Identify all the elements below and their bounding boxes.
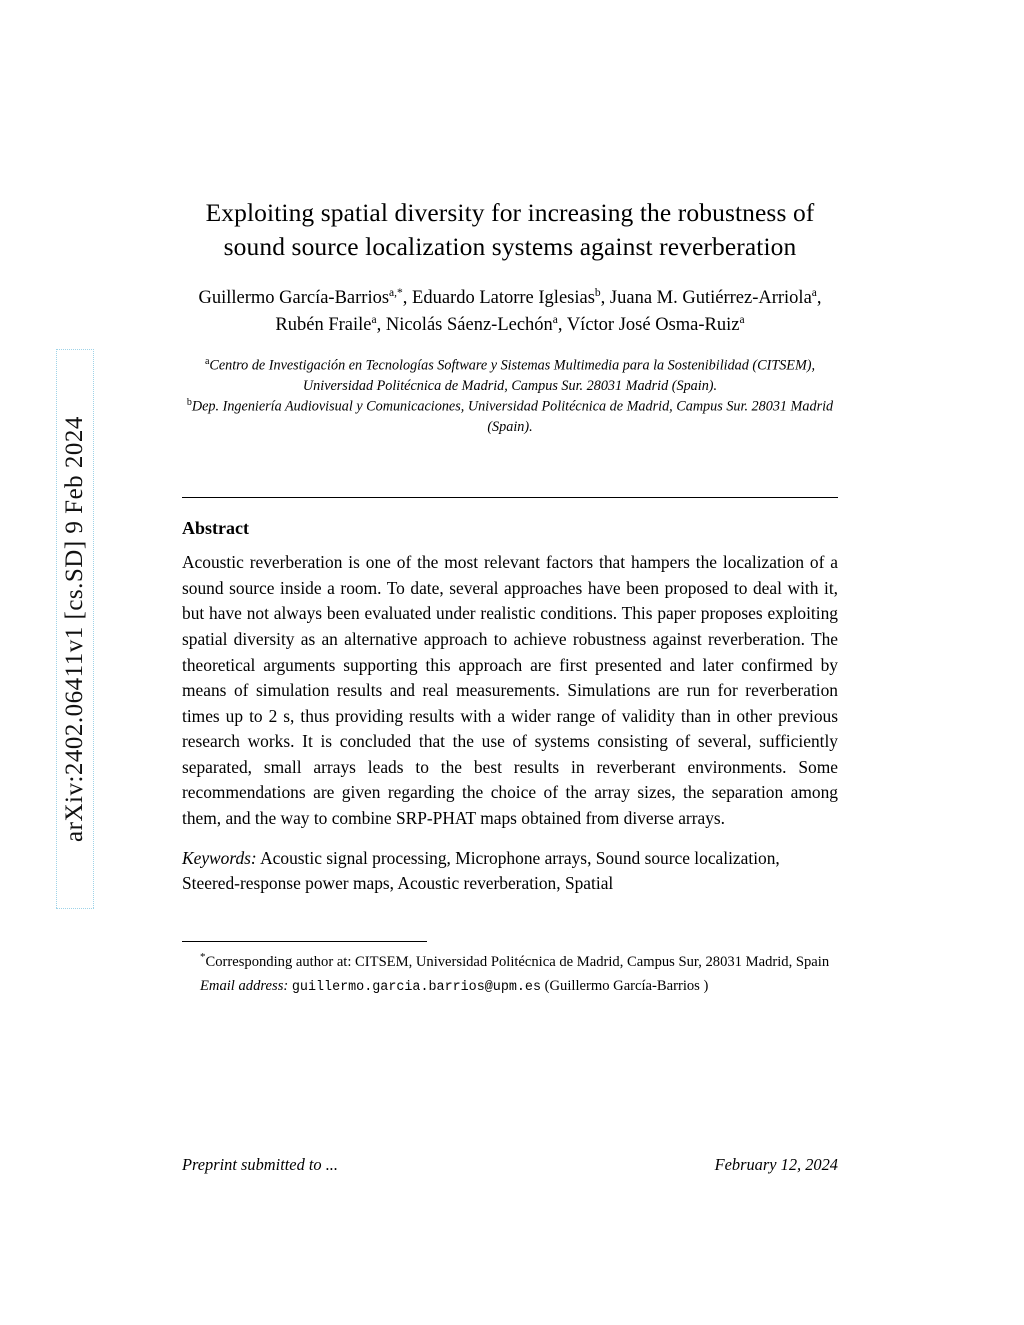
- author-separator: , Eduardo Latorre Iglesias: [402, 288, 595, 309]
- arxiv-identifier-stamp: arXiv:2402.06411v1 [cs.SD] 9 Feb 2024: [56, 349, 94, 909]
- footnote-corresponding-author: [182, 950, 838, 972]
- keywords-label: Keywords:: [182, 847, 257, 868]
- affiliation-list: [182, 355, 838, 437]
- author-affiliation-mark: a: [811, 287, 817, 300]
- abstract-text: Acoustic reverberation is one of the most relevant factors that hampers the localization of a sound source inside a room. To date, several approaches have been proposed to deal with it, but have not always been evaluated under realistic conditions. This paper proposes exploiting spatial diversity as an alternative approach to achieve robustness against reverberation. The theoretical arguments supporting this approach are first presented and later confirmed by means of simulation results and real measurements. Simulations are run for reverberation times up to 2 s, thus providing results with a wider range of validity than in other previous research works. It is concluded that the use of systems consisting of several, sufficiently separated, small arrays leads to the best results in reverberant environments. Some recommendations are given regarding the choice of the array sizes, the separation among them, and the way to combine SRP-PHAT maps obtained from diverse arrays.: [182, 552, 838, 829]
- affiliation-b-text: Dep. Ingeniería Audiovisual y Comunicaciones, Universidad Politécnica de Madrid, Campus Sur. 28031 Madrid (Spain).: [191, 398, 834, 436]
- page-footer: [182, 1155, 838, 1175]
- affiliation-a: [182, 355, 838, 396]
- author-name: Guillermo García-Barrios: [198, 288, 390, 309]
- affiliation-mark-b: b: [186, 397, 192, 409]
- email-address-link[interactable]: guillermo.garcia.barrios@upm.es: [291, 979, 541, 995]
- keywords-text: Acoustic signal processing, Microphone arrays, Sound source localization, Steered-response power maps, Acoustic reverberation, Spatial: [182, 847, 780, 894]
- footnote-email: [182, 976, 838, 998]
- footnote-marker: *: [200, 950, 206, 963]
- author-separator: , Víctor José: [557, 314, 651, 335]
- author-affiliation-mark: a: [371, 313, 377, 326]
- footnote-email-label: Email address:: [200, 977, 289, 994]
- affiliation-a-text: Centro de Investigación en Tecnologías Software y Sistemas Multimedia para la Sostenibilidad (CITSEM), Universidad Politécnica de Madrid, Campus Sur. 28031 Madrid (Spain).: [209, 357, 816, 395]
- paper-content: [182, 0, 838, 997]
- affiliation-b: [182, 396, 838, 437]
- author-list: [182, 285, 838, 338]
- author-separator: , Nicolás Sáenz-Lechón: [376, 314, 553, 335]
- footnote-block: [182, 950, 838, 997]
- author-name: Osma-Ruiz: [655, 314, 740, 335]
- footnote-email-suffix: (Guillermo García-Barrios ): [544, 977, 709, 994]
- affiliation-mark-a: a: [204, 356, 210, 368]
- keywords-block: [182, 846, 838, 897]
- page-title: Exploiting spatial diversity for increasing the robustness of sound source localization systems against reverberation: [205, 198, 815, 261]
- author-affiliation-mark: a,*: [389, 287, 403, 300]
- author-separator: , Juana M.: [600, 288, 678, 309]
- author-affiliation-mark: a: [739, 313, 745, 326]
- footnote-rule: [182, 941, 427, 942]
- abstract-top-rule: [182, 497, 838, 498]
- footnote-corresponding-text: Corresponding author at: CITSEM, Universidad Politécnica de Madrid, Campus Sur, 28031 Madrid, Spain: [205, 953, 830, 970]
- abstract-heading: Abstract: [182, 518, 249, 539]
- footer-date: February 12, 2024: [714, 1155, 838, 1174]
- author-affiliation-mark: a: [552, 313, 558, 326]
- author-name: Gutiérrez-Arriola: [682, 288, 812, 309]
- author-affiliation-mark: b: [594, 287, 601, 300]
- footer-preprint-note: Preprint submitted to ...: [182, 1155, 339, 1174]
- author-separator: , Rubén Fraile: [275, 288, 822, 335]
